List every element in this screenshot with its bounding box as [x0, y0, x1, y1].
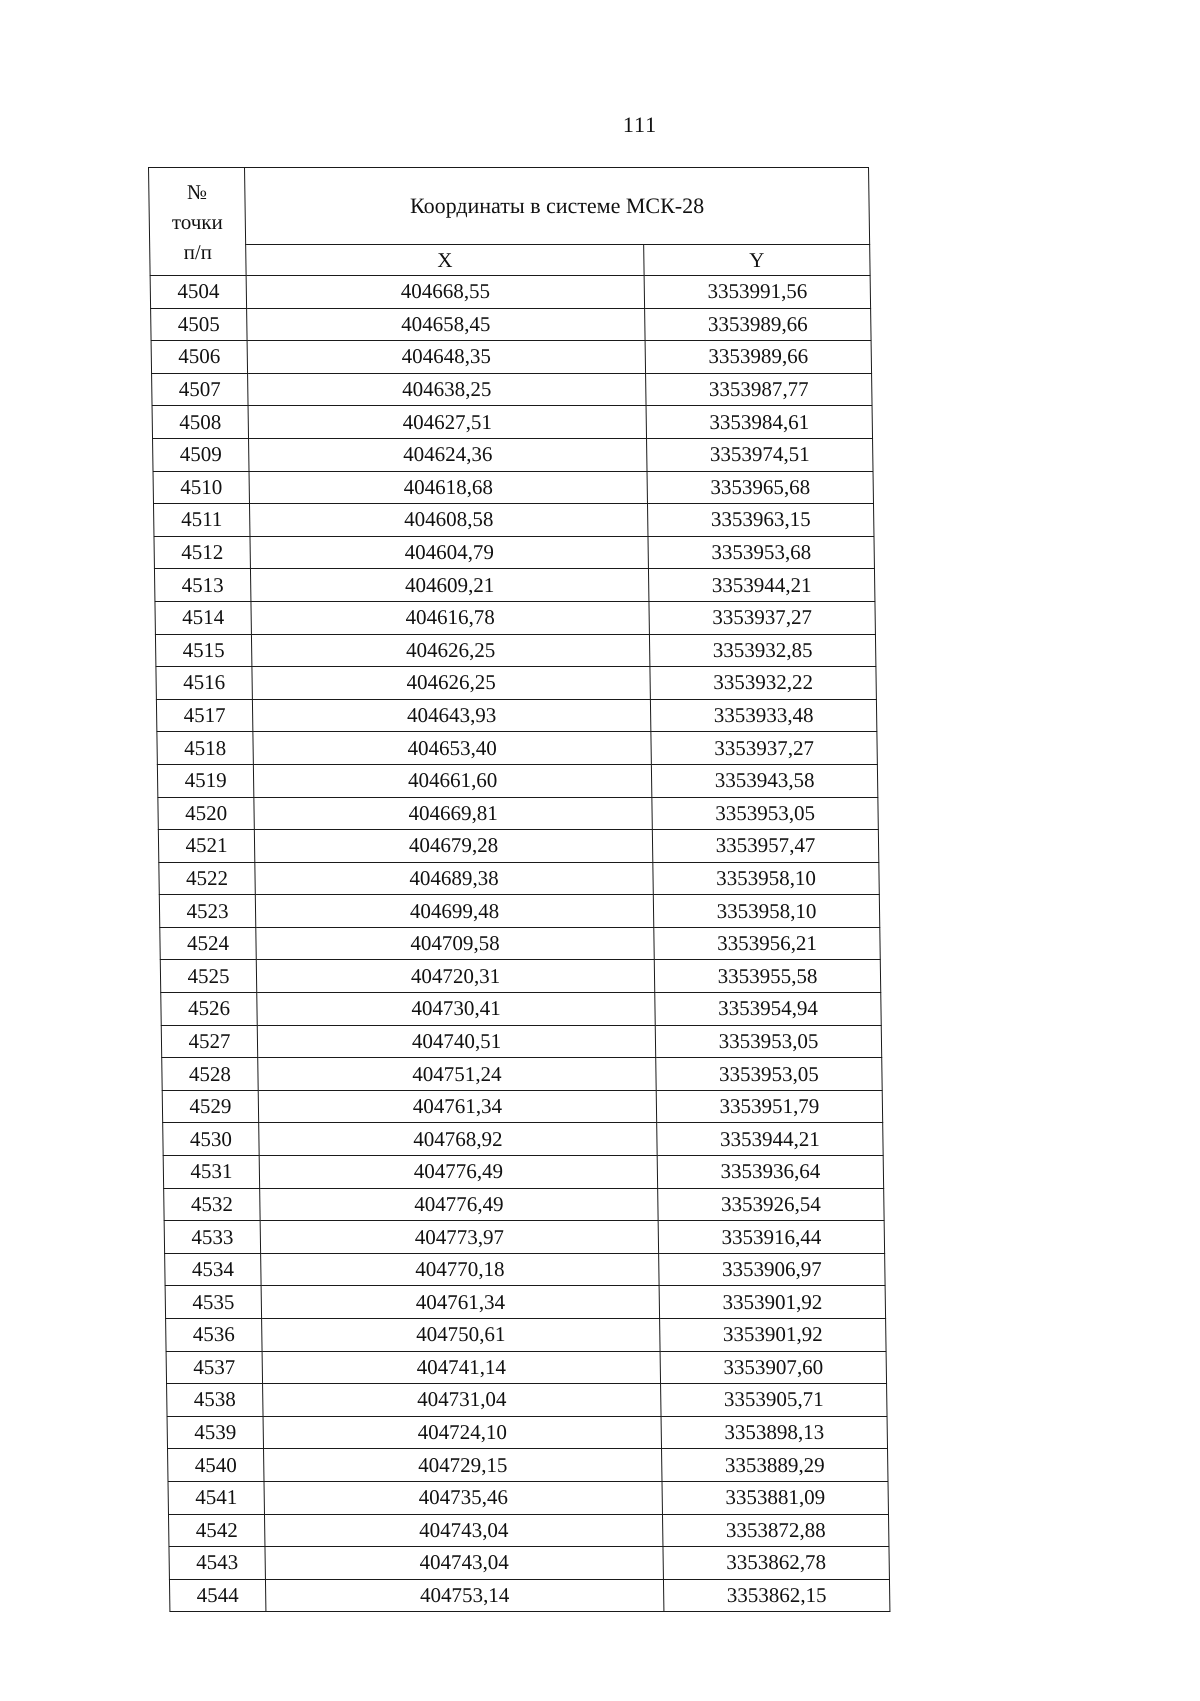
point-number-cell: 4508 [152, 406, 248, 439]
y-coordinate-cell: 3353953,05 [652, 797, 878, 830]
point-number-cell: 4539 [167, 1416, 263, 1449]
point-number-cell: 4544 [169, 1579, 265, 1612]
y-coordinate-cell: 3353965,68 [647, 471, 873, 504]
x-coordinate-cell: 404731,04 [263, 1384, 661, 1417]
y-coordinate-cell: 3353889,29 [662, 1449, 888, 1482]
table-header [149, 168, 871, 276]
y-coordinate-cell: 3353991,56 [644, 276, 870, 309]
y-coordinate-cell: 3353901,92 [659, 1286, 885, 1319]
y-coordinate-cell: 3353987,77 [646, 373, 872, 406]
table-row [162, 1090, 882, 1123]
point-number-cell: 4520 [158, 797, 254, 830]
x-coordinate-cell: 404689,38 [255, 862, 653, 895]
point-number-cell: 4529 [162, 1090, 258, 1123]
table-row [166, 1351, 886, 1384]
x-coordinate-cell: 404743,04 [264, 1514, 662, 1547]
x-coordinate-cell: 404638,25 [248, 373, 646, 406]
table-row [163, 1156, 883, 1189]
point-number-cell: 4543 [169, 1547, 265, 1580]
x-coordinate-cell: 404658,45 [247, 308, 645, 341]
x-coordinate-cell: 404751,24 [258, 1058, 656, 1091]
y-coordinate-cell: 3353955,58 [654, 960, 880, 993]
table-row [150, 276, 870, 309]
point-number-cell: 4516 [156, 667, 252, 700]
y-coordinate-cell: 3353958,10 [653, 895, 879, 928]
x-coordinate-cell: 404741,14 [262, 1351, 660, 1384]
x-coordinate-cell: 404609,21 [250, 569, 648, 602]
point-number-cell: 4506 [151, 341, 247, 374]
y-coordinate-cell: 3353916,44 [658, 1221, 884, 1254]
point-number-cell: 4505 [151, 308, 247, 341]
y-coordinate-cell: 3353989,66 [645, 341, 871, 374]
point-number-header-label: № точки п/п [171, 179, 223, 264]
point-number-header [149, 168, 247, 276]
page-number: 111 [622, 112, 658, 137]
y-coordinate-cell: 3353936,64 [657, 1156, 883, 1189]
table-row [167, 1384, 887, 1417]
y-coordinate-cell: 3353937,27 [651, 732, 877, 765]
x-coordinate-cell: 404735,46 [264, 1481, 662, 1514]
table-row [165, 1253, 885, 1286]
x-coordinate-cell: 404661,60 [253, 764, 651, 797]
table-row [155, 634, 875, 667]
y-coordinate-cell: 3353957,47 [652, 830, 878, 863]
x-coordinate-cell: 404669,81 [254, 797, 652, 830]
table-body [150, 276, 890, 1612]
point-number-cell: 4517 [156, 699, 252, 732]
y-coordinate-cell: 3353963,15 [647, 504, 873, 537]
y-coordinate-cell: 3353953,05 [656, 1058, 882, 1091]
table-row [157, 764, 877, 797]
x-coordinate-cell: 404729,15 [264, 1449, 662, 1482]
point-number-cell: 4524 [160, 927, 256, 960]
y-coordinate-cell: 3353862,78 [663, 1547, 889, 1580]
y-coordinate-cell: 3353953,68 [648, 536, 874, 569]
x-coordinate-cell: 404761,34 [258, 1090, 656, 1123]
table-row [159, 895, 879, 928]
x-coordinate-cell: 404761,34 [261, 1286, 659, 1319]
y-coordinate-cell: 3353984,61 [646, 406, 872, 439]
table-row [160, 927, 880, 960]
point-number-cell: 4519 [157, 764, 253, 797]
point-number-cell: 4507 [152, 373, 248, 406]
point-number-cell: 4533 [164, 1221, 260, 1254]
y-coordinate-cell: 3353951,79 [656, 1090, 882, 1123]
y-coordinate-cell: 3353905,71 [661, 1384, 887, 1417]
table-row [167, 1416, 887, 1449]
table-row [153, 471, 873, 504]
point-number-cell: 4542 [168, 1514, 264, 1547]
y-coordinate-cell: 3353954,94 [655, 993, 881, 1026]
point-number-cell: 4534 [165, 1253, 261, 1286]
point-number-cell: 4538 [167, 1384, 263, 1417]
y-coordinate-cell: 3353906,97 [659, 1253, 885, 1286]
y-coordinate-cell: 3353932,85 [649, 634, 875, 667]
x-coordinate-cell: 404776,49 [259, 1156, 657, 1189]
point-number-cell: 4523 [159, 895, 255, 928]
point-number-cell: 4514 [155, 601, 251, 634]
table-row [156, 699, 876, 732]
table-row [164, 1188, 884, 1221]
x-coordinate-cell: 404750,61 [262, 1319, 660, 1352]
y-coordinate-cell: 3353989,66 [645, 308, 871, 341]
x-coordinate-cell: 404776,49 [260, 1188, 658, 1221]
point-number-cell: 4518 [157, 732, 253, 765]
x-coordinate-cell: 404616,78 [251, 601, 649, 634]
x-coordinate-cell: 404604,79 [250, 536, 648, 569]
x-coordinate-cell: 404743,04 [265, 1547, 663, 1580]
x-coordinate-cell: 404653,40 [253, 732, 651, 765]
y-coordinate-cell: 3353932,22 [650, 667, 876, 700]
table-row [153, 504, 873, 537]
x-coordinate-cell: 404668,55 [246, 276, 644, 309]
y-coordinate-cell: 3353907,60 [660, 1351, 886, 1384]
x-coordinate-cell: 404773,97 [260, 1221, 658, 1254]
point-number-cell: 4511 [153, 504, 249, 537]
x-coordinate-cell: 404626,25 [251, 634, 649, 667]
y-coordinate-cell: 3353943,58 [651, 764, 877, 797]
point-number-cell: 4530 [163, 1123, 259, 1156]
point-number-cell: 4532 [164, 1188, 260, 1221]
x-coordinate-cell: 404627,51 [248, 406, 646, 439]
point-number-cell: 4536 [166, 1319, 262, 1352]
point-number-cell: 4537 [166, 1351, 262, 1384]
y-coordinate-cell: 3353944,21 [657, 1123, 883, 1156]
table-row [163, 1123, 883, 1156]
table-row [152, 406, 872, 439]
table-row [165, 1286, 885, 1319]
y-column-header: Y [644, 245, 870, 276]
table-row [161, 993, 881, 1026]
table-row [151, 308, 871, 341]
y-coordinate-cell: 3353926,54 [658, 1188, 884, 1221]
point-number-cell: 4540 [168, 1449, 264, 1482]
y-coordinate-cell: 3353872,88 [662, 1514, 888, 1547]
x-coordinate-cell: 404740,51 [257, 1025, 655, 1058]
table-row [168, 1514, 888, 1547]
x-column-header: X [246, 245, 644, 276]
coordinates-table [148, 167, 890, 1612]
x-coordinate-cell: 404770,18 [261, 1253, 659, 1286]
table-row [157, 732, 877, 765]
x-coordinate-cell: 404643,93 [252, 699, 650, 732]
y-coordinate-cell: 3353956,21 [654, 927, 880, 960]
x-coordinate-cell: 404624,36 [249, 438, 647, 471]
x-coordinate-cell: 404730,41 [257, 993, 655, 1026]
point-number-cell: 4504 [150, 276, 246, 309]
x-coordinate-cell: 404679,28 [254, 830, 652, 863]
table-row [154, 536, 874, 569]
y-coordinate-cell: 3353944,21 [648, 569, 874, 602]
table-row [158, 797, 878, 830]
x-coordinate-cell: 404618,68 [249, 471, 647, 504]
table-row [162, 1058, 882, 1091]
table-row [154, 569, 874, 602]
point-number-cell: 4521 [158, 830, 254, 863]
table-row [169, 1579, 889, 1612]
table-row [151, 341, 871, 374]
table-row [153, 438, 873, 471]
y-coordinate-cell: 3353901,92 [660, 1319, 886, 1352]
y-coordinate-cell: 3353937,27 [649, 601, 875, 634]
y-coordinate-cell: 3353953,05 [655, 1025, 881, 1058]
x-coordinate-cell: 404648,35 [247, 341, 645, 374]
point-number-cell: 4510 [153, 471, 249, 504]
coordinates-header: Координаты в системе МСК-28 [245, 168, 870, 245]
table-row [168, 1481, 888, 1514]
table-row [164, 1221, 884, 1254]
coordinates-table-wrapper [148, 167, 889, 1612]
point-number-cell: 4531 [163, 1156, 259, 1189]
point-number-cell: 4512 [154, 536, 250, 569]
y-coordinate-cell: 3353862,15 [663, 1579, 889, 1612]
table-row [168, 1449, 888, 1482]
y-coordinate-cell: 3353958,10 [653, 862, 879, 895]
y-coordinate-cell: 3353898,13 [661, 1416, 887, 1449]
table-row [158, 830, 878, 863]
x-coordinate-cell: 404699,48 [255, 895, 653, 928]
x-coordinate-cell: 404724,10 [263, 1416, 661, 1449]
point-number-cell: 4528 [162, 1058, 258, 1091]
point-number-cell: 4535 [165, 1286, 261, 1319]
x-coordinate-cell: 404608,58 [249, 504, 647, 537]
table-row [160, 960, 880, 993]
x-coordinate-cell: 404768,92 [259, 1123, 657, 1156]
table-row [166, 1319, 886, 1352]
table-row [156, 667, 876, 700]
table-row [155, 601, 875, 634]
table-row [169, 1547, 889, 1580]
table-row [161, 1025, 881, 1058]
point-number-cell: 4515 [155, 634, 251, 667]
y-coordinate-cell: 3353933,48 [650, 699, 876, 732]
point-number-cell: 4525 [160, 960, 256, 993]
point-number-cell: 4513 [154, 569, 250, 602]
x-coordinate-cell: 404753,14 [265, 1579, 663, 1612]
y-coordinate-cell: 3353974,51 [647, 438, 873, 471]
x-coordinate-cell: 404720,31 [256, 960, 654, 993]
table-row [159, 862, 879, 895]
point-number-cell: 4522 [159, 862, 255, 895]
table-row [152, 373, 872, 406]
point-number-cell: 4527 [161, 1025, 257, 1058]
x-coordinate-cell: 404626,25 [252, 667, 650, 700]
point-number-cell: 4509 [153, 438, 249, 471]
point-number-cell: 4526 [161, 993, 257, 1026]
x-coordinate-cell: 404709,58 [256, 927, 654, 960]
y-coordinate-cell: 3353881,09 [662, 1481, 888, 1514]
point-number-cell: 4541 [168, 1481, 264, 1514]
